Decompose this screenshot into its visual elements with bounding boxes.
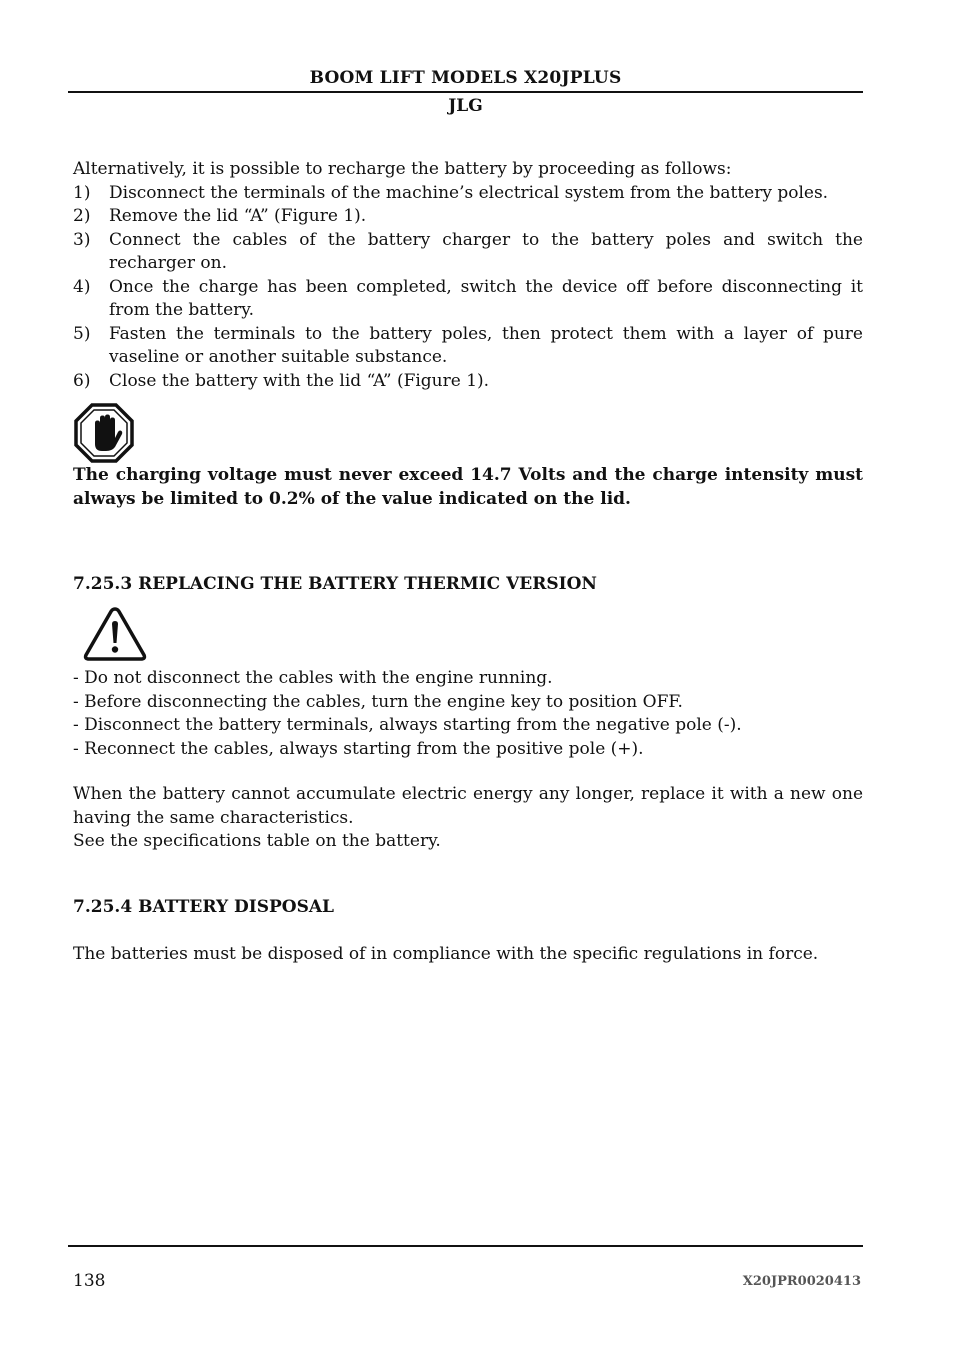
precaution-list (73, 667, 863, 761)
disposal-text: The batteries must be disposed of in compliance with the specific regulations in force. (73, 944, 819, 964)
document-code: X20JPR0020413 (742, 1274, 861, 1289)
specs-note: See the specifications table on the battery. (73, 831, 441, 851)
recharge-section (73, 158, 863, 393)
precaution-item: - Do not disconnect the cables with the engine running. (73, 668, 553, 688)
section-title-disposal: 7.25.4 BATTERY DISPOSAL (73, 897, 334, 917)
header-subtitle: JLG (448, 96, 483, 116)
recharge-step: 5) Fasten the terminals to the battery poles, then protect them with a layer of pure vaseline or another suitable substance. (73, 323, 863, 367)
section-title-replacing: 7.25.3 REPLACING THE BATTERY THERMIC VERSION (73, 574, 597, 594)
replace-paragraph: When the battery cannot accumulate electric energy any longer, replace it with a new one having the same characteristics. (73, 784, 863, 828)
stop-hand-icon (74, 403, 134, 467)
recharge-step: 1) Disconnect the terminals of the machine’s electrical system from the battery poles. (73, 182, 829, 203)
footer-divider (68, 1245, 863, 1247)
precaution-item: - Reconnect the cables, always starting from the positive pole (+). (73, 738, 644, 759)
recharge-intro: Alternatively, it is possible to recharge the battery by proceeding as follows: (73, 159, 732, 179)
precaution-item: - Before disconnecting the cables, turn the engine key to position OFF. (73, 691, 683, 712)
recharge-step: 4) Once the charge has been completed, switch the device off before disconnecting it from the battery. (73, 276, 863, 320)
charging-warning: The charging voltage must never exceed 14.7 Volts and the charge intensity must always be limited to 0.2% of the value indicated on the lid. (73, 465, 863, 509)
header-divider (68, 91, 863, 93)
replacing-content (73, 667, 863, 854)
recharge-steps (73, 182, 863, 394)
warning-triangle-icon (83, 606, 147, 666)
precaution-item: - Disconnect the battery terminals, always starting from the negative pole (-). (73, 715, 742, 735)
recharge-step: 6) Close the battery with the lid “A” (Figure 1). (73, 370, 490, 391)
page-number: 138 (73, 1271, 106, 1291)
recharge-step: 3) Connect the cables of the battery charger to the battery poles and switch the recharger on. (73, 229, 863, 273)
recharge-step: 2) Remove the lid “A” (Figure 1). (73, 206, 367, 226)
header-title: BOOM LIFT MODELS X20JPLUS (309, 68, 622, 88)
